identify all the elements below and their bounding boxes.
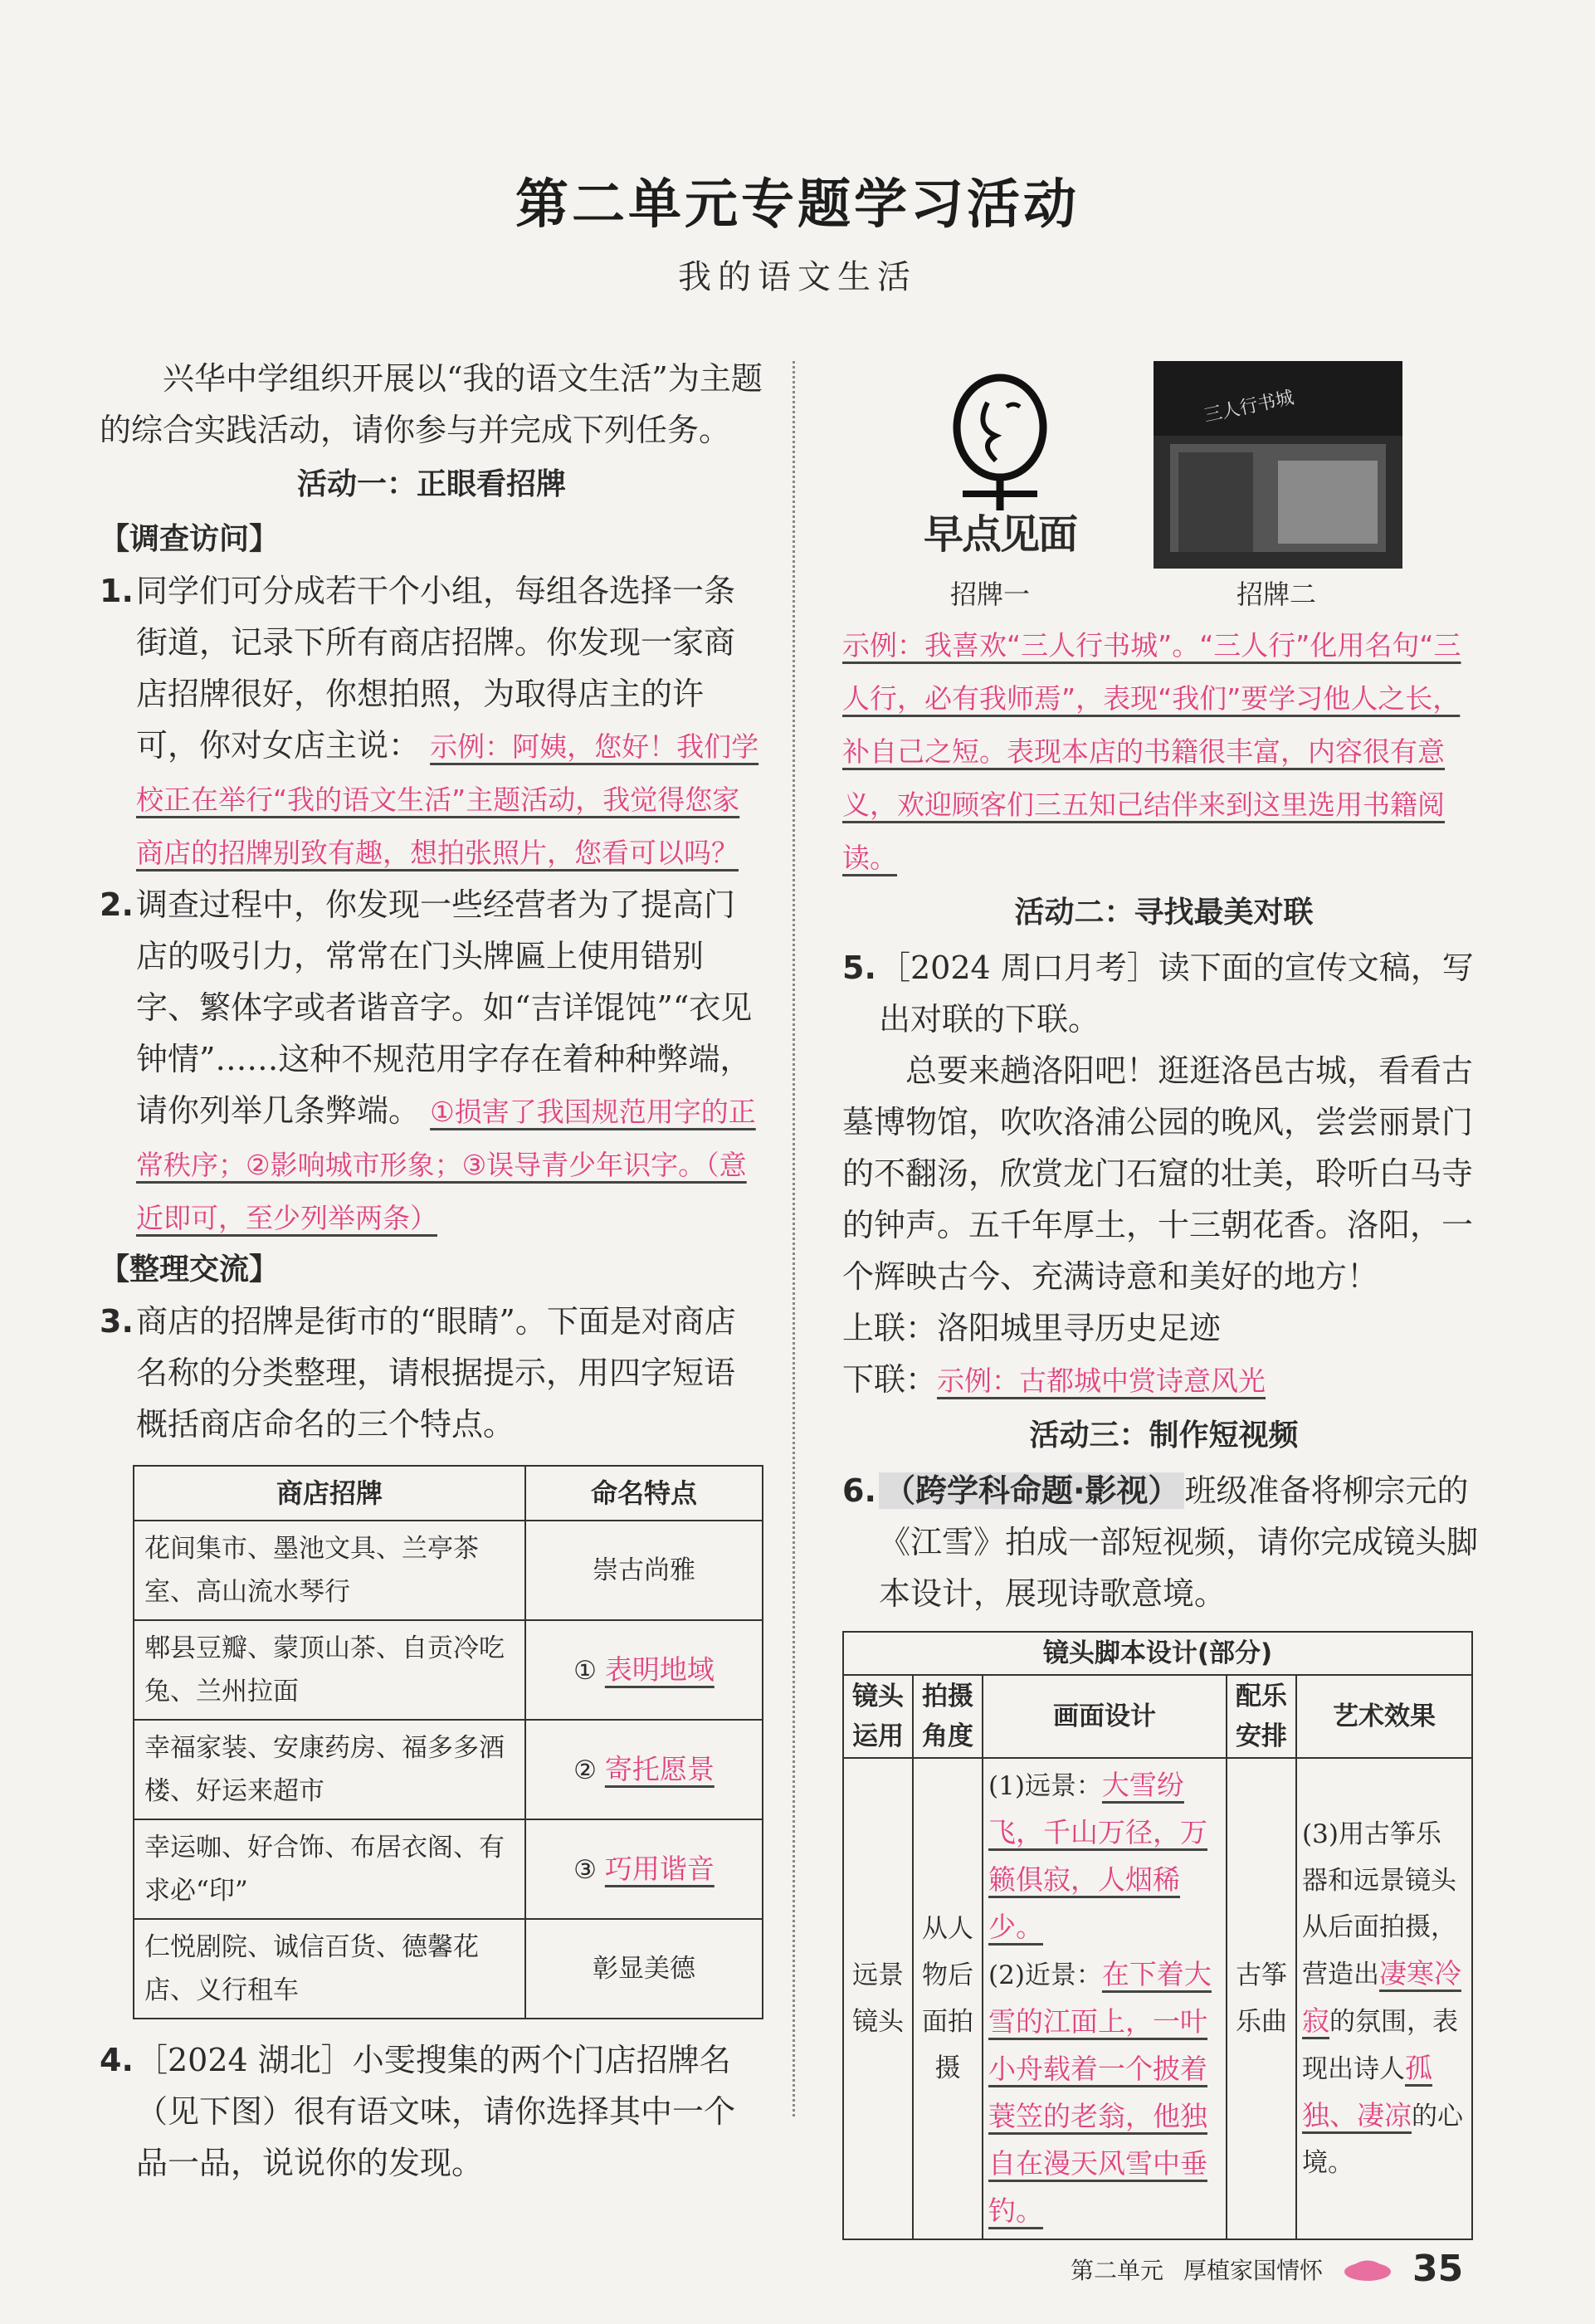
table-header: 商店招牌 <box>134 1466 525 1521</box>
upper-couplet <box>842 1302 1485 1354</box>
sign-two-text: 三人行书城 <box>1202 387 1296 427</box>
sign-one-text: 早点见面 <box>923 511 1076 558</box>
table-cell-feature: 崇古尚雅 <box>525 1521 763 1620</box>
activity1-heading: 活动一：正眼看招牌 <box>296 467 566 501</box>
question-2-text: 调查过程中，你发现一些经营者为了提高门店的吸引力，常常在门头牌匾上使用错别字、繁体字或者谐音字。如“吉详馄饨”“衣见钟情”……这种不规范用字存在着种种弊端，请你列举几条弊端。 <box>136 886 753 1129</box>
question-number: 4. <box>100 2042 134 2078</box>
question-5-text: ［2024 周口月考］读下面的宣传文稿，写出对联的下联。 <box>879 950 1474 1038</box>
activity2-heading: 活动二：寻找最美对联 <box>1014 896 1314 930</box>
feature-answer: 寄托愿景 <box>604 1752 715 1785</box>
question-6-tag: （跨学科命题·影视） <box>879 1472 1184 1509</box>
sign-two-caption: 招牌二 <box>1236 579 1317 610</box>
table-row <box>134 1521 763 1620</box>
section-exchange-heading: 【整理交流】 <box>100 1252 280 1286</box>
table-cell-feature <box>525 1720 763 1819</box>
table-cell-feature <box>525 1620 763 1720</box>
table-header: 配乐安排 <box>1227 1675 1296 1758</box>
section-survey-heading: 【调查访问】 <box>100 522 280 556</box>
table-cell-feature: 彰显美德 <box>525 1919 763 2019</box>
scene2-answer: 在下着大雪的江面上，一叶小舟载着一个披着蓑笠的老翁，他独自在漫天风雪中垂钓。 <box>988 1958 1212 2227</box>
question-number: 5. <box>842 950 876 986</box>
table-header: 拍摄角度 <box>913 1675 983 1758</box>
left-column <box>100 353 763 2189</box>
column-divider <box>793 361 795 2116</box>
upper-label: 上联： <box>842 1310 938 1346</box>
angle-cell: 从人物后面拍摄 <box>913 1758 983 2239</box>
effect-answer-2: 孤独、凄凉 <box>1302 2052 1432 2131</box>
table-header: 艺术效果 <box>1296 1675 1472 1758</box>
page-title: 第二单元专题学习活动 <box>515 173 1080 236</box>
publisher-logo-icon <box>1343 2257 1393 2282</box>
table-row <box>134 1919 763 2019</box>
question-1 <box>100 565 763 879</box>
question-4 <box>100 2034 763 2189</box>
blank-marker: ③ <box>573 1854 597 1885</box>
question-5 <box>842 942 1485 1045</box>
scene1-answer: 大雪纷飞，千山万径，万籁俱寂，人烟稀少。 <box>988 1769 1207 1943</box>
sign-images <box>842 353 1485 610</box>
lower-couplet-answer: 示例：古都城中赏诗意风光 <box>937 1365 1266 1397</box>
sign-one-logo <box>909 369 1091 569</box>
table-cell-feature <box>525 1819 763 1919</box>
lower-couplet <box>842 1354 1485 1407</box>
question-6-text: 班级准备将柳宗元的《江雪》拍成一部短视频，请你完成镜头脚本设计，展现诗歌意境。 <box>879 1472 1479 1612</box>
effect-pre: (3)用古筝乐器和远景镜头从后面拍摄，营造出 <box>1302 1819 1456 1990</box>
question-1-answer: 示例：阿姨，您好！我们学校正在举行“我的语文生活”主题活动，我觉得您家商店的招牌别致有趣，想拍张照片，您看可以吗？ <box>136 730 759 869</box>
question-3-text: 商店的招牌是街市的“眼睛”。下面是对商店名称的分类整理，请根据提示，用四字短语概括商店命名的三个特点。 <box>136 1303 736 1443</box>
table-cell-shops: 仁悦剧院、诚信百货、德馨花店、义行租车 <box>134 1919 525 2019</box>
table-caption: 镜头脚本设计(部分) <box>843 1632 1472 1675</box>
table-header: 命名特点 <box>525 1466 763 1521</box>
page-footer <box>1071 2248 1463 2290</box>
question-3 <box>100 1296 763 1450</box>
intro-paragraph: 兴华中学组织开展以“我的语文生活”为主题的综合实践活动，请你参与并完成下列任务。 <box>100 360 763 448</box>
upper-couplet-text: 洛阳城里寻历史足迹 <box>937 1310 1222 1346</box>
effect-post: 的心境。 <box>1302 2102 1463 2178</box>
table-row <box>843 1758 1472 2239</box>
table-cell-shops: 幸福家装、安康药房、福多多酒楼、好运来超市 <box>134 1720 525 1819</box>
table-row <box>134 1720 763 1819</box>
question-number: 6. <box>842 1472 876 1509</box>
question-number: 1. <box>100 573 134 609</box>
question-number: 3. <box>100 1303 134 1340</box>
feature-answer: 巧用谐音 <box>604 1852 715 1885</box>
blank-marker: ② <box>573 1755 597 1785</box>
effect-mid: 的氛围，表现出诗人 <box>1302 2007 1458 2084</box>
question-2-answer: ①损害了我国规范用字的正常秩序；②影响城市形象；③误导青少年识字。（意近即可，至少列举两条） <box>136 1096 756 1234</box>
activity3-heading: 活动三：制作短视频 <box>1029 1418 1299 1452</box>
table-header: 镜头运用 <box>843 1675 913 1758</box>
effect-cell <box>1296 1758 1472 2239</box>
question-6 <box>842 1465 1485 1619</box>
table-cell-shops: 幸运咖、好合饰、布居衣阁、有求必“印” <box>134 1819 525 1919</box>
question-number: 2. <box>100 886 134 923</box>
effect-answer-1: 凄寒冷寂 <box>1302 1957 1461 2037</box>
table-row <box>134 1819 763 1919</box>
shop-sign-table <box>133 1465 763 2019</box>
scene2-label: (2)近景： <box>988 1960 1102 1990</box>
blank-marker: ① <box>573 1655 597 1686</box>
feature-answer: 表明地域 <box>604 1653 715 1686</box>
scene-design-cell <box>983 1758 1227 2239</box>
question-2 <box>100 879 763 1244</box>
page-number: 35 <box>1412 2248 1464 2290</box>
right-column <box>842 353 1485 2240</box>
table-cell-shops: 郫县豆瓣、蒙顶山茶、自贡冷吃兔、兰州拉面 <box>134 1620 525 1720</box>
table-row <box>134 1620 763 1720</box>
sign-two-photo <box>1154 361 1402 569</box>
question-1-text: 同学们可分成若干个小组，每组各选择一条街道，记录下所有商店招牌。你发现一家商店招牌很好，你想拍照，为取得店主的许可，你对女店主说： <box>136 573 736 764</box>
sign-one-caption: 招牌一 <box>950 579 1031 610</box>
lower-label: 下联： <box>842 1361 938 1398</box>
question-4-answer: 示例：我喜欢“三人行书城”。“三人行”化用名句“三人行，必有我师焉”，表现“我们”要学习他人之长，补自己之短。表现本店的书籍很丰富，内容很有意义，欢迎顾客们三五知己结伴来到这里选用书籍阅读。 <box>842 629 1461 874</box>
footer-theme: 厚植家国情怀 <box>1183 2256 1324 2284</box>
scene1-label: (1)远景： <box>988 1771 1102 1801</box>
lens-cell: 远景镜头 <box>843 1758 913 2239</box>
footer-unit: 第二单元 <box>1071 2256 1164 2284</box>
question-4-text: ［2024 湖北］小雯搜集的两个门店招牌名（见下图）很有语文味，请你选择其中一个品一品，说说你的发现。 <box>136 2042 736 2181</box>
question-5-passage: 总要来趟洛阳吧！逛逛洛邑古城，看看古墓博物馆，吹吹洛浦公园的晚风，尝尝丽景门的不翻汤，欣赏龙门石窟的壮美，聆听白马寺的钟声。五千年厚土，十三朝花香。洛阳，一个辉映古今、充满诗意和美好的地方！ <box>842 1052 1474 1295</box>
page-subtitle: 我的语文生活 <box>678 258 917 296</box>
shot-script-table <box>842 1631 1473 2240</box>
table-header: 画面设计 <box>983 1675 1227 1758</box>
music-cell: 古筝乐曲 <box>1227 1758 1296 2239</box>
table-cell-shops: 花间集市、墨池文具、兰亭茶室、高山流水琴行 <box>134 1521 525 1620</box>
